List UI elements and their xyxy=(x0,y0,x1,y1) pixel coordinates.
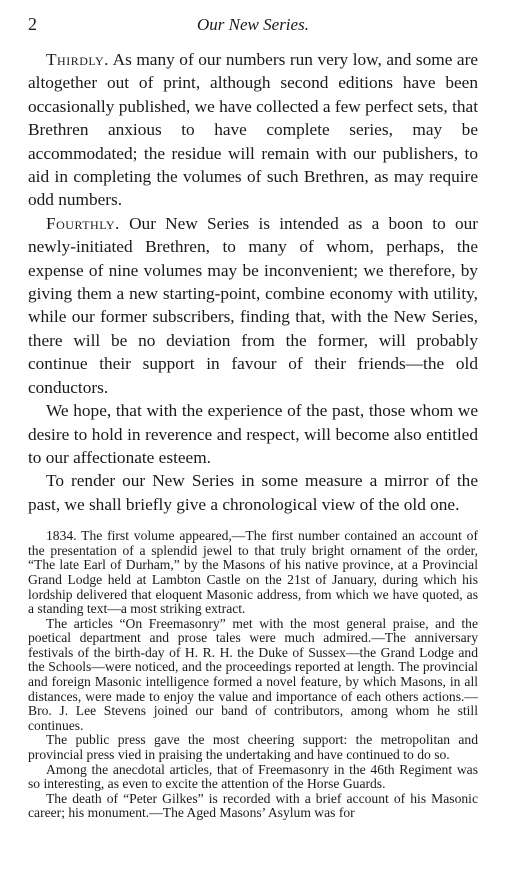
chronology-paragraph xyxy=(28,792,478,821)
chronology-text: The public press gave the most cheering support: the metropolitan and provincial press vied in praising the undertaking and have continued to do so. xyxy=(28,732,478,763)
paragraph-fourthly xyxy=(28,212,478,399)
chronology-text: Among the anecdotal articles, that of Freemasonry in the 46th Regiment was so interesting, as even to excite the attention of the Horse Guards. xyxy=(28,761,478,792)
paragraph-text: We hope, that with the experience of the past, those whom we desire to hold in reverence and respect, will become also entitled to our affectionate esteem. xyxy=(28,401,478,467)
chronology-paragraph xyxy=(28,763,478,792)
paragraph-text: To render our New Series in some measure a mirror of the past, we shall briefly give a chronological view of the old one. xyxy=(28,471,478,514)
paragraph-thirdly xyxy=(28,48,478,212)
paragraph-to-render xyxy=(28,469,478,516)
page-number: 2 xyxy=(28,14,37,34)
chronology-text: The first volume appeared,—The first number contained an account of the presentation of a splendid jewel to that truly bright ornament of the order, “The late Earl of Durham,” by the Masons of his native province, at a Provincial Grand Lodge held at Lambton Castle on the 21st of January, during which his lordship delivered that eloquent Masonic address, from which we have quoted, as a standing text—a most striking extract. xyxy=(28,528,478,617)
paragraph-text: As many of our numbers run very low, and some are altogether out of print, although second editions have been occasionally published, we have collected a few perfect sets, that Brethren anxious to have complete series, may be accommodated; the residue will remain with our publishers, to aid in completing the volumes of such Brethren, as may require odd numbers. xyxy=(28,50,478,210)
chronology-paragraph xyxy=(28,529,478,617)
paragraph-text: Our New Series is intended as a boon to our newly-initiated Brethren, to many of whom, perhaps, the expense of nine volumes may be inconvenient; we therefore, by giving them a new starting-point, combine economy with utility, while our former subscribers, finding that, with the New Series, there will be no deviation from the former, will probably continue their support in favour of their friends—the old conductors. xyxy=(28,213,478,397)
chronology-text: The death of “Peter Gilkes” is recorded with a brief account of his Masonic career; his monument.—The Aged Masons’ Asylum was for xyxy=(28,790,478,821)
chronology-year: 1834. xyxy=(46,528,77,544)
paragraph-we-hope xyxy=(28,399,478,469)
paragraph-lead: Fourthly. xyxy=(46,213,120,233)
chronology-section xyxy=(28,529,478,821)
chronology-text: The articles “On Freemasonry” met with the most general praise, and the poetical department and prose tales were much admired.—The anniversary festivals of the birth-day of H. R. H. the Duke of Sussex—the Grand Lodge and the Schools—were noticed, and the proceedings reported at length. The provincial and foreign Masonic intelligence formed a novel feature, by which Masons, in all distances, were made to enjoy the value and importance of each others actions.—Bro. J. Lee Stevens joined our band of contributors, among whom he still continues. xyxy=(28,615,478,733)
chronology-paragraph xyxy=(28,617,478,734)
running-title: Our New Series. xyxy=(197,15,309,34)
page-header xyxy=(28,14,478,40)
paragraph-lead: Thirdly. xyxy=(46,50,110,69)
main-text xyxy=(28,48,478,516)
chronology-paragraph xyxy=(28,733,478,762)
